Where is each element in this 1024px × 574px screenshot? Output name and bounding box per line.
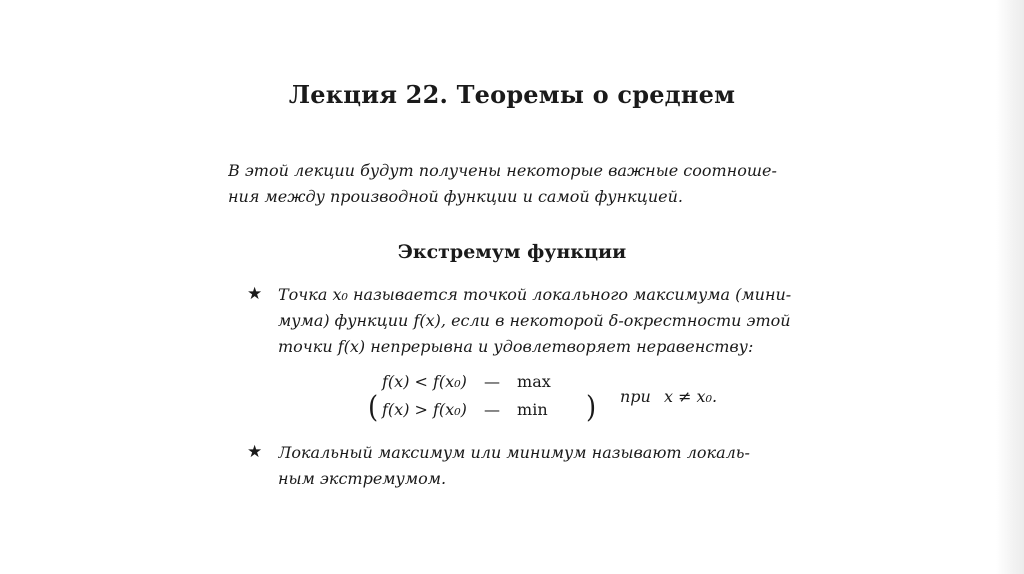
math-variable: x₀ (332, 285, 348, 304)
section-title: Экстремум функции (397, 241, 627, 263)
formula-max: max (517, 372, 551, 391)
formula-dash: — (483, 400, 500, 419)
condition-word: при (620, 387, 651, 406)
formula-lhs: f(x) > f(x₀) (382, 400, 467, 419)
formula-condition (620, 387, 717, 406)
definition-line-1 (278, 282, 822, 308)
text-fragment: называется точкой локального максимума (мини- (352, 285, 792, 304)
star-bullet-icon: ★ (247, 284, 263, 304)
condition-expr: x ≠ x₀. (663, 387, 718, 406)
abstract (228, 158, 820, 210)
formula-row-min (382, 400, 548, 419)
definition-text (278, 282, 822, 360)
math-function: f(x) (337, 337, 366, 356)
formula-lhs: f(x) < f(x₀) (382, 372, 467, 391)
math-delta: δ (608, 311, 619, 330)
star-bullet-icon: ★ (247, 442, 263, 462)
formula-row-max (382, 372, 551, 391)
formula-min: min (517, 400, 548, 419)
definition-item-2 (247, 440, 822, 496)
text-fragment: мума) функции (278, 311, 409, 330)
formula-open-paren: ( (368, 390, 379, 426)
text-fragment: Точка (278, 285, 328, 304)
text-fragment: непрерывна и удовлетворяет неравенству: (370, 337, 754, 356)
definition-item-1 (247, 282, 822, 362)
formula-dash: — (483, 372, 500, 391)
text-fragment: , если в некоторой (440, 311, 604, 330)
formula-close-paren: ) (586, 390, 597, 426)
abstract-line-1: В этой лекции будут получены некоторые важные соотноше- (228, 161, 777, 180)
definition-text (278, 440, 822, 492)
lecture-title: Лекция 22. Теоремы о среднем (288, 80, 736, 109)
definition-line-2: ным экстремумом. (278, 469, 447, 488)
definition-line-1: Локальный максимум или минимум называют локаль- (278, 443, 750, 462)
inequality-formula (368, 372, 768, 432)
abstract-line-2: ния между производной функции и самой функцией. (228, 187, 683, 206)
text-fragment: -окрестности этой (618, 311, 791, 330)
definition-line-2 (278, 308, 822, 334)
text-fragment: точки (278, 337, 333, 356)
definition-line-3 (278, 334, 822, 360)
math-function: f(x) (413, 311, 441, 330)
